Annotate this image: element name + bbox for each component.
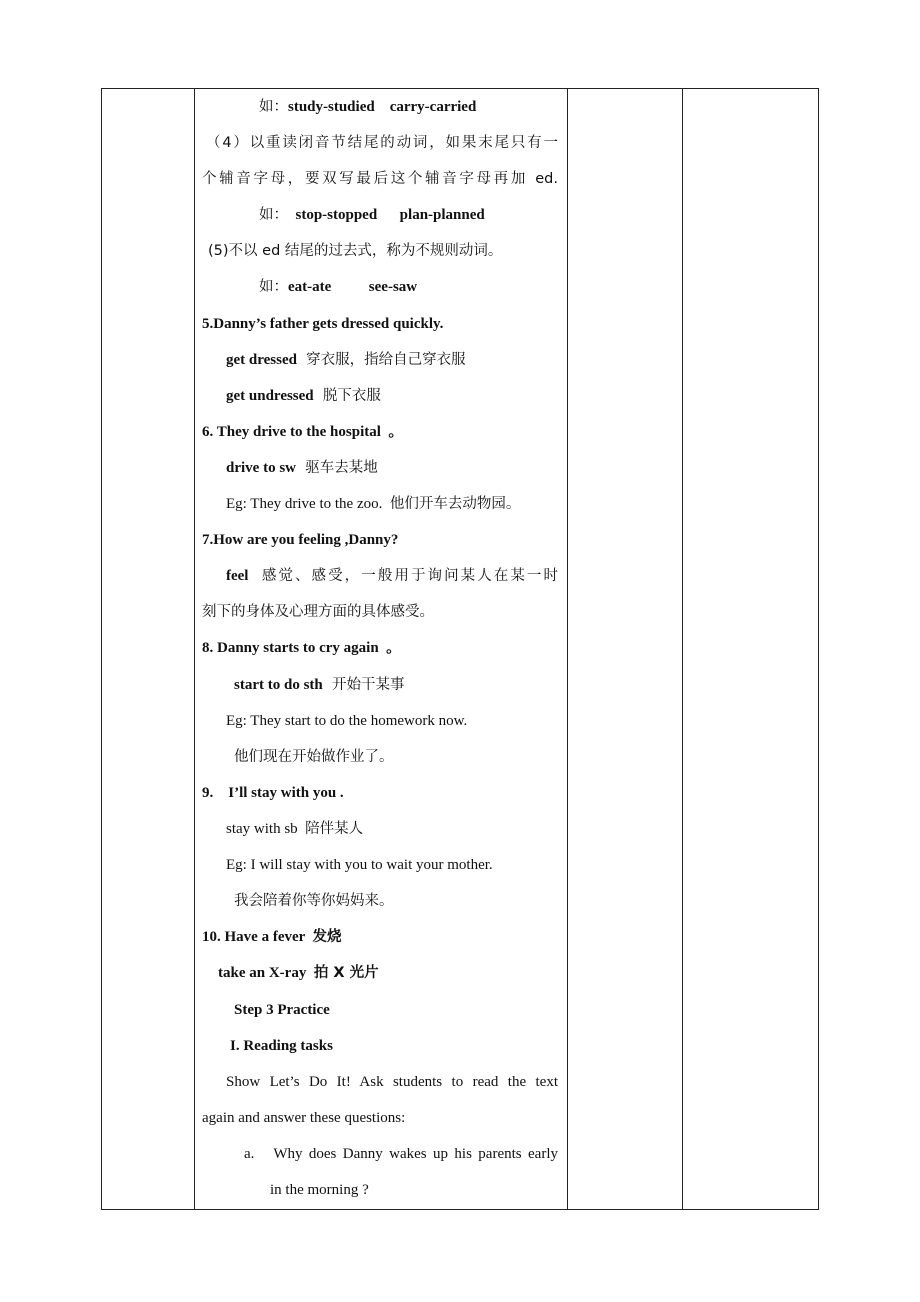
content-line [234,748,394,766]
content-line [202,423,403,441]
content-line [202,1109,405,1127]
text-run: Eg: They start to do the homework now. [226,713,468,729]
text-run: 穿衣服，指给自己穿衣服 [296,352,466,368]
text-run: drive to sw [226,460,296,476]
content-line [218,964,379,982]
content-line [226,712,467,730]
text-run: Show Let’s Do It! Ask students to read the text [226,1074,558,1090]
text-run: 感觉、感受，一般用于询问某人在某一时 [248,568,558,584]
text-run: 10. Have a fever [202,929,313,945]
content-line [259,206,485,224]
content-line [234,892,394,910]
content-line [208,242,502,260]
content-line [202,603,434,621]
text-run: a. Why does Danny wakes up his parents early [244,1146,558,1162]
column-divider-3 [682,89,683,1209]
content-line [234,1001,330,1019]
content-line [226,495,520,513]
text-run: 如： [259,279,288,295]
content-line [259,98,476,116]
content-line [202,315,443,333]
text-run: 9. I’ll stay with you . [202,785,344,801]
content-line [234,676,404,694]
content-line [226,351,466,369]
content-line [259,278,417,296]
content-line [270,1181,369,1199]
content-line [226,820,363,838]
text-run: 7.How are you feeling ,Danny? [202,532,399,548]
text-run: 如： [259,207,288,223]
text-run: 发烧 [312,929,342,945]
text-run: 驱车去某地 [296,460,378,476]
text-run: Step 3 Practice [234,1002,330,1018]
content-line [230,1037,333,1055]
text-run: 个辅音字母，要双写最后这个辅音字母再加 ed. [202,171,558,187]
text-run: 他们开车去动物园。 [389,496,521,512]
text-run: start to do sth [234,677,323,693]
text-run: get undressed [226,388,314,404]
text-run: Eg: I will stay with you to wait your mother. [226,857,493,873]
text-run: study-studied carry-carried [288,99,477,115]
text-run: 脱下衣服 [313,388,381,404]
text-run: feel [226,568,249,584]
text-run: in the morning ? [270,1182,369,1198]
text-run: stay with sb [226,821,306,837]
text-run: 5.Danny’s father gets dressed quickly. [202,316,444,332]
content-line [244,1145,558,1163]
text-run: 6. They drive to the hospital 。 [202,424,404,440]
text-run: stop-stopped plan-planned [288,207,485,223]
text-run: (5)不以 ed 结尾的过去式，称为不规则动词。 [208,243,503,259]
text-run: Eg: They drive to the zoo. [226,496,390,512]
text-run: eat-ate see-saw [288,279,418,295]
content-line [202,531,398,549]
content-line [202,928,342,946]
content-line [226,1073,558,1091]
content-line [202,784,344,802]
text-run: again and answer these questions: [202,1110,406,1126]
text-run: 8. Danny starts to cry again 。 [202,640,402,656]
text-run: 开始干某事 [322,677,405,693]
content-line [226,459,378,477]
content-line [226,567,558,585]
text-run: 刻下的身体及心理方面的具体感受。 [202,604,434,620]
text-run: 陪伴某人 [305,821,364,837]
text-run: 拍 X 光片 [313,965,379,981]
text-run: （4）以重读闭音节结尾的动词，如果末尾只有一 [206,135,558,151]
column-divider-2 [567,89,568,1209]
text-run: 我会陪着你等你妈妈来。 [234,893,394,909]
column-divider-1 [194,89,195,1209]
text-run: get dressed [226,352,297,368]
text-run: take an X-ray [218,965,314,981]
text-run: 如： [259,99,288,115]
text-run: I. Reading tasks [230,1038,333,1054]
text-run: 他们现在开始做作业了。 [234,749,394,765]
content-line [226,856,493,874]
content-line [206,134,558,152]
content-line [202,639,401,657]
content-line [202,170,558,188]
content-line [226,387,381,405]
